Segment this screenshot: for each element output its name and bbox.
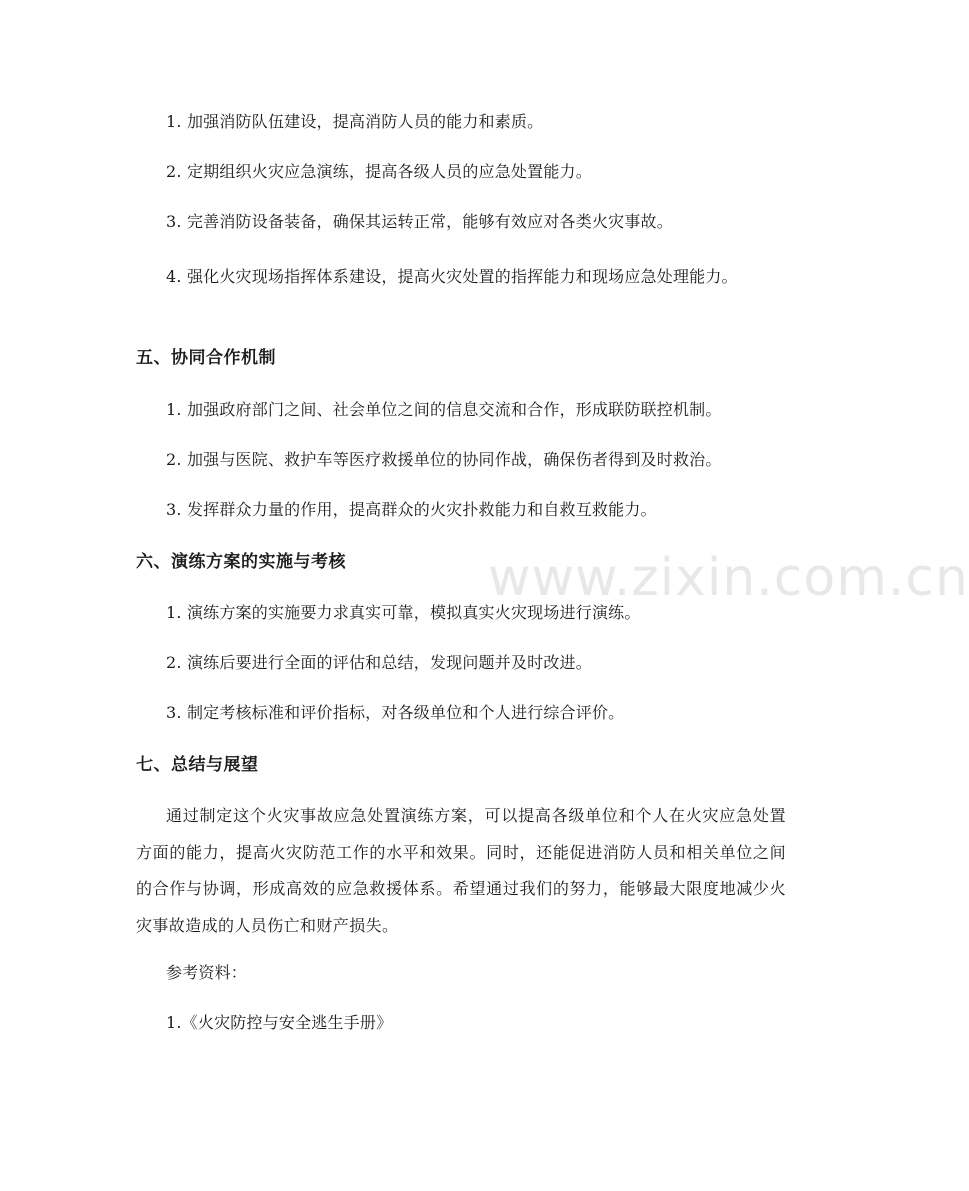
section-heading: 七、总结与展望 [136,755,259,775]
list-item: 3. 完善消防设备装备，确保其运转正常，能够有效应对各类火灾事故。 [166,212,673,231]
references-label: 参考资料： [166,963,248,982]
list-item: 3. 制定考核标准和评价指标，对各级单位和个人进行综合评价。 [166,703,625,722]
list-item: 1. 加强政府部门之间、社会单位之间的信息交流和合作，形成联防联控机制。 [166,400,722,419]
list-item: 4. 强化火灾现场指挥体系建设，提高火灾处置的指挥能力和现场应急处理能力。 [166,267,738,286]
list-item: 2. 加强与医院、救护车等医疗救援单位的协同作战，确保伤者得到及时救治。 [166,450,722,469]
reference-item: 1.《火灾防控与安全逃生手册》 [166,1013,393,1032]
watermark-text: www.zixin.com.cn [488,548,969,608]
list-item: 2. 定期组织火灾应急演练，提高各级人员的应急处置能力。 [166,162,592,181]
section-heading: 六、演练方案的实施与考核 [136,552,346,572]
list-item: 2. 演练后要进行全面的评估和总结，发现问题并及时改进。 [166,653,592,672]
summary-paragraph: 通过制定这个火灾事故应急处置演练方案，可以提高各级单位和个人在火灾应急处置方面的能力，提高火灾防范工作的水平和效果。同时，还能促进消防人员和相关单位之间的合作与协调，形成高效的应急救援体系。希望通过我们的努力，能够最大限度地减少火灾事故造成的人员伤亡和财产损失。 [136,806,786,935]
section-heading: 五、协同合作机制 [136,348,276,368]
list-item: 3. 发挥群众力量的作用，提高群众的火灾扑救能力和自救互救能力。 [166,500,657,519]
list-item: 1. 演练方案的实施要力求真实可靠，模拟真实火灾现场进行演练。 [166,603,641,622]
list-item: 1. 加强消防队伍建设，提高消防人员的能力和素质。 [166,112,544,131]
